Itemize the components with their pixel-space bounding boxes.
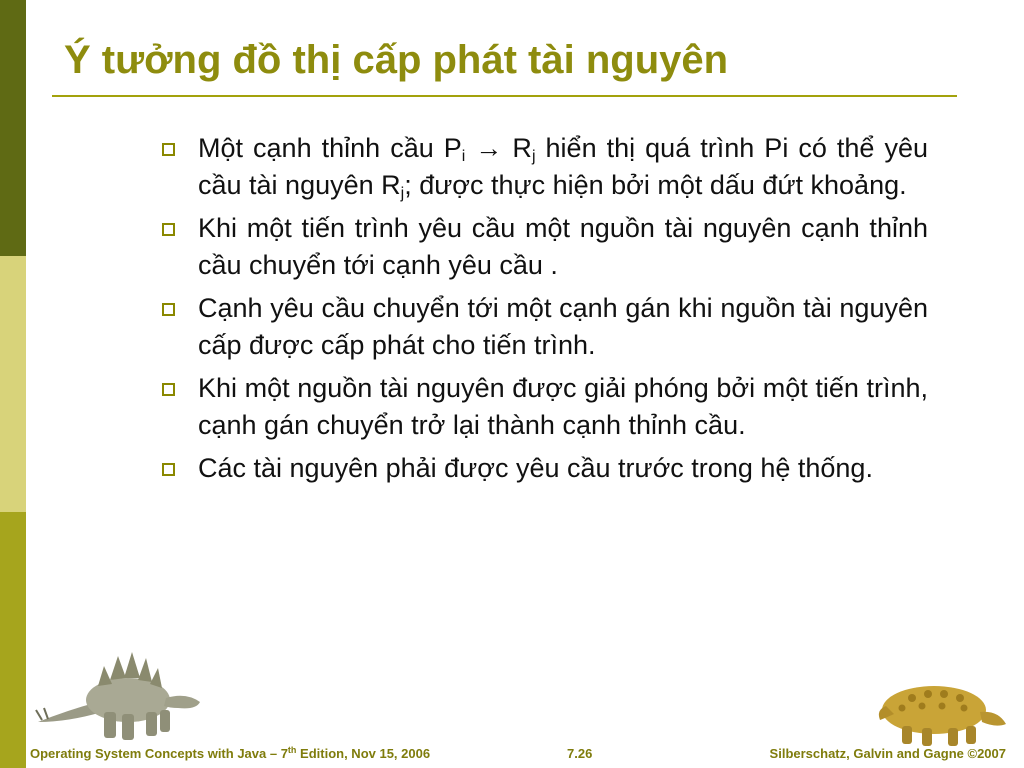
- square-bullet-icon: [162, 143, 175, 156]
- sidebar-segment-dark: [0, 0, 26, 256]
- bullet-list: [160, 130, 928, 493]
- sidebar-segment-mid: [0, 512, 26, 768]
- sidebar-stripe: [0, 0, 26, 768]
- bullet-text: Khi một nguồn tài nguyên được giải phóng bởi một tiến trình, cạnh gán chuyển trở lại thành cạnh thỉnh cầu.: [198, 373, 928, 440]
- footer-book-title: Operating System Concepts with Java – 7th Edition, Nov 15, 2006: [30, 745, 431, 761]
- bullet-item: [160, 210, 928, 284]
- bullet-item: [160, 130, 928, 204]
- page-number: 7.26: [567, 746, 593, 761]
- square-bullet-icon: [162, 463, 175, 476]
- square-bullet-icon: [162, 383, 175, 396]
- bullet-item: [160, 450, 928, 487]
- sidebar-segment-light: [0, 256, 26, 512]
- bullet-text: Cạnh yêu cầu chuyển tới một cạnh gán khi nguồn tài nguyên cấp được cấp phát cho tiến trình.: [198, 293, 928, 360]
- stegosaurus-icon: [28, 640, 208, 752]
- footer-authors: Silberschatz, Galvin and Gagne ©2007: [769, 746, 1006, 761]
- bullet-text: Khi một tiến trình yêu cầu một nguồn tài nguyên cạnh thỉnh cầu chuyển tới cạnh yêu cầu .: [198, 213, 928, 280]
- slide-title: Ý tưởng đồ thị cấp phát tài nguyên: [64, 38, 729, 82]
- square-bullet-icon: [162, 303, 175, 316]
- title-underline: [52, 95, 957, 97]
- bullet-text: Một cạnh thỉnh cầu $P_i \to R_j$ hiển thị quá trình Pi có thể yêu cầu tài nguyên $R_j$; được thực hiện bởi một dấu đứt khoảng.: [198, 133, 928, 202]
- bullet-item: [160, 290, 928, 364]
- bullet-item: [160, 370, 928, 444]
- square-bullet-icon: [162, 223, 175, 236]
- bullet-text: Các tài nguyên phải được yêu cầu trước trong hệ thống.: [198, 453, 873, 483]
- ankylosaurus-icon: [872, 670, 1010, 750]
